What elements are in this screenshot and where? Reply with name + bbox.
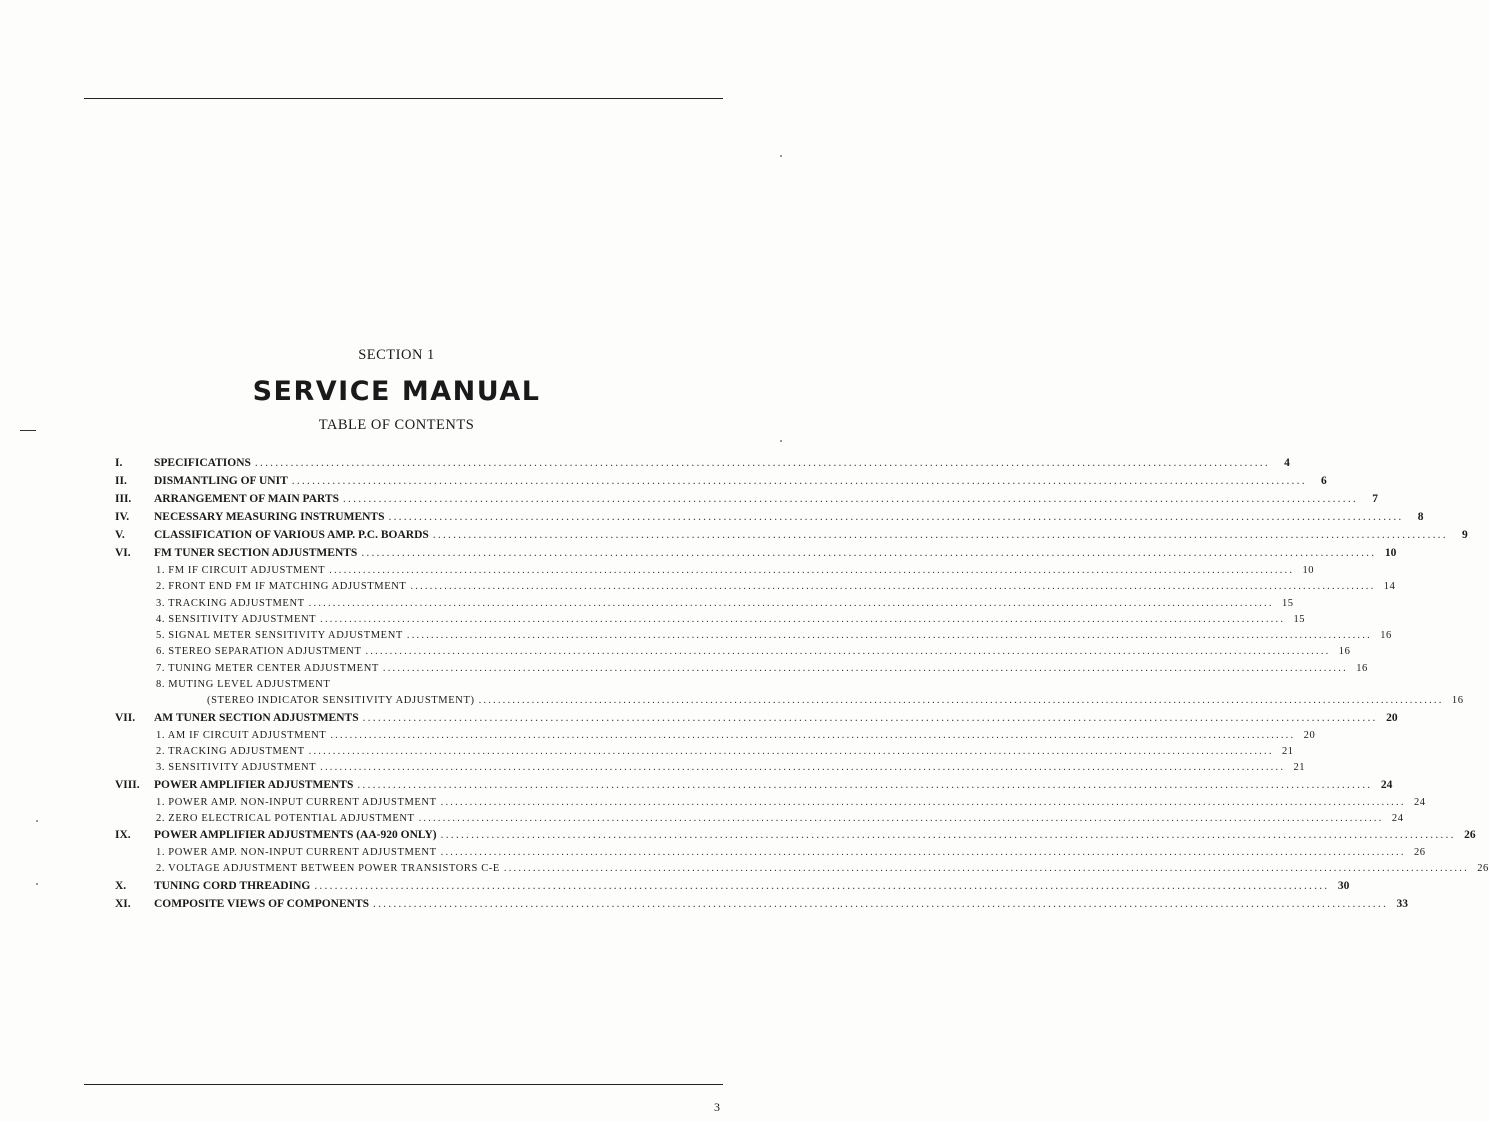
toc-entry-title: DISMANTLING OF UNIT [154,475,288,487]
toc-page-number: 24 [1413,796,1426,808]
scan-speck [780,155,782,157]
toc-subsection-row [115,597,1294,614]
toc-section-row [115,457,1290,475]
table-of-contents [115,457,1489,916]
bottom-rule [84,1084,723,1085]
toc-entry-title: 3. SENSITIVITY ADJUSTMENT [156,762,317,774]
toc-entry-title: FM TUNER SECTION ADJUSTMENTS [154,547,358,559]
toc-subsection-row [115,581,1396,597]
toc-numeral: VII. [115,711,136,724]
toc-entry-title: 2. VOLTAGE ADJUSTMENT BETWEEN POWER TRANSISTORS C-E [156,863,500,875]
toc-entry-title: CLASSIFICATION OF VARIOUS AMP. P.C. BOARDS [154,529,429,541]
dot-leader: ........................................................................................................................................................................................................ [382,662,1348,674]
toc-section-row [115,529,1468,547]
dot-leader: ........................................................................................................................................................................................................ [388,511,1404,523]
toc-page-number: 10 [1384,547,1397,559]
toc-page-number: 24 [1391,812,1404,824]
section-label: SECTION 1 [358,347,435,363]
toc-section-row [115,493,1378,511]
dot-leader: ........................................................................................................................................................................................................ [440,847,1406,859]
dot-leader: ........................................................................................................................................................................................................ [330,729,1296,741]
toc-numeral: IX. [115,829,131,842]
dot-leader: ........................................................................................................................................................................................................ [320,762,1286,774]
toc-subsection-row [115,695,1464,711]
toc-subsection-row [115,630,1392,646]
toc-entry-title: POWER AMPLIFIER ADJUSTMENTS [154,778,354,791]
toc-heading: TABLE OF CONTENTS [318,417,475,433]
toc-entry-title: 7. TUNING METER CENTER ADJUSTMENT [156,662,379,674]
toc-subsection-row [115,796,1426,813]
dot-leader: ........................................................................................................................................................................................................ [320,613,1286,625]
toc-numeral: III. [115,493,132,505]
toc-entry-title: 1. FM IF CIRCUIT ADJUSTMENT [156,565,326,576]
toc-page-number: 9 [1462,529,1468,541]
toc-section-row [115,778,1393,797]
dot-leader: ........................................................................................................................................................................................................ [432,529,1448,541]
toc-page-number: 16 [1380,630,1392,642]
toc-page-number: 14 [1383,581,1396,593]
dot-leader: ........................................................................................................................................................................................................ [254,457,1270,469]
toc-numeral: VIII. [115,778,140,791]
toc-numeral: II. [115,475,127,487]
toc-subsection-row [115,613,1306,630]
toc-section-row [115,547,1397,565]
toc-entry-title: 4. SENSITIVITY ADJUSTMENT [156,613,317,625]
dot-leader: ........................................................................................................................................................................................................ [308,745,1274,757]
toc-page-number: 20 [1386,711,1398,724]
toc-numeral: VI. [115,547,131,559]
toc-page-number: 26 [1413,847,1426,859]
toc-subsection-row [115,646,1351,662]
toc-subsection-row [115,729,1316,746]
toc-numeral: I. [115,457,123,469]
toc-entry-title: (STEREO INDICATOR SENSITIVITY ADJUSTMENT) [207,695,475,707]
toc-numeral: XI. [115,897,131,910]
toc-section-row [115,711,1398,730]
toc-entry-title: TUNING CORD THREADING [154,879,311,892]
toc-subsection-row [115,679,669,695]
toc-page-number: 33 [1396,897,1409,910]
toc-page-number: 4 [1284,457,1290,469]
dot-leader: ........................................................................................................................................................................................................ [342,493,1358,505]
toc-page-number: 26 [1477,863,1489,875]
toc-page-number: 15 [1293,613,1306,625]
toc-subsection-row [115,812,1404,829]
toc-page-number: 26 [1464,829,1476,842]
toc-entry-title: 3. TRACKING ADJUSTMENT [156,597,305,609]
toc-entry-title: NECESSARY MEASURING INSTRUMENTS [154,511,385,523]
dot-leader: ........................................................................................................................................................................................................ [478,695,1444,707]
dot-leader: ........................................................................................................................................................................................................ [373,897,1389,910]
toc-page-number: 10 [1302,565,1315,576]
toc-section-row [115,879,1350,898]
dot-leader: ........................................................................................................................................................................................................ [410,581,1376,593]
scan-speck [36,820,38,822]
toc-entry-title: SPECIFICATIONS [154,457,251,469]
toc-page-number: 16 [1338,646,1351,658]
toc-section-row [115,829,1476,847]
toc-entry-title: POWER AMPLIFIER ADJUSTMENTS (AA-920 ONLY) [154,829,437,842]
dot-leader: ........................................................................................................................................................................................................ [406,630,1372,642]
toc-page-number: 20 [1303,729,1316,741]
dot-leader: ........................................................................................................................................................................................................ [418,812,1384,824]
toc-subsection-row [115,863,1489,879]
dot-leader: ........................................................................................................................................................................................................ [362,711,1378,724]
toc-subsection-row [115,847,1426,863]
toc-page-number: 7 [1372,493,1378,505]
toc-entry-title: 8. MUTING LEVEL ADJUSTMENT [156,679,331,691]
dot-leader: ........................................................................................................................................................................................................ [291,475,1307,487]
toc-page-number: 16 [1451,695,1464,707]
toc-entry-title: 2. ZERO ELECTRICAL POTENTIAL ADJUSTMENT [156,812,415,824]
page-number: 3 [714,1100,720,1114]
dot-leader: ........................................................................................................................................................................................................ [308,597,1274,609]
toc-section-row [115,475,1327,493]
scan-speck [36,883,38,885]
toc-subsection-row [115,565,1315,581]
toc-entry-title: 1. POWER AMP. NON-INPUT CURRENT ADJUSTMENT [156,847,437,859]
toc-subsection-row [115,745,1294,762]
toc-entry-title: 2. FRONT END FM IF MATCHING ADJUSTMENT [156,581,407,593]
toc-page-number: 15 [1281,597,1294,609]
toc-page-number: 8 [1417,511,1424,523]
dot-leader: ........................................................................................................................................................................................................ [440,796,1406,808]
dot-leader: ........................................................................................................................................................................................................ [440,829,1456,842]
toc-page-number: 21 [1293,762,1306,774]
dot-leader: ........................................................................................................................................................................................................ [365,646,1331,658]
dot-leader: ........................................................................................................................................................................................................ [329,565,1295,576]
toc-entry-title: 5. SIGNAL METER SENSITIVITY ADJUSTMENT [156,630,403,642]
toc-entry-title: 2. TRACKING ADJUSTMENT [156,745,305,757]
page-title: SERVICE MANUAL [252,376,541,407]
toc-entry-title: AM TUNER SECTION ADJUSTMENTS [154,711,359,724]
toc-section-row [115,511,1424,529]
top-rule [84,98,723,99]
toc-page-number: 24 [1380,778,1393,791]
toc-entry-title: 1. AM IF CIRCUIT ADJUSTMENT [156,729,327,741]
toc-entry-title: COMPOSITE VIEWS OF COMPONENTS [154,897,370,910]
scan-speck [780,440,782,442]
toc-subsection-row [115,762,1306,778]
dot-leader: ........................................................................................................................................................................................................ [314,879,1330,892]
toc-entry-title: 1. POWER AMP. NON-INPUT CURRENT ADJUSTMENT [156,796,437,808]
toc-numeral: V. [115,529,125,541]
toc-entry-title: 6. STEREO SEPARATION ADJUSTMENT [156,646,362,658]
toc-page-number: 21 [1281,745,1294,757]
toc-section-row [115,897,1409,916]
toc-entry-title: ARRANGEMENT OF MAIN PARTS [154,493,339,505]
toc-numeral: X. [115,879,127,892]
toc-subsection-row [115,662,1368,679]
toc-page-number: 16 [1356,662,1368,674]
toc-page-number: 30 [1337,879,1350,892]
dot-leader: ........................................................................................................................................................................................................ [361,547,1377,559]
dot-leader: ........................................................................................................................................................................................................ [503,863,1469,875]
dot-leader: ........................................................................................................................................................................................................ [357,778,1373,791]
toc-numeral: IV. [115,511,130,523]
toc-page-number: 6 [1321,475,1327,487]
